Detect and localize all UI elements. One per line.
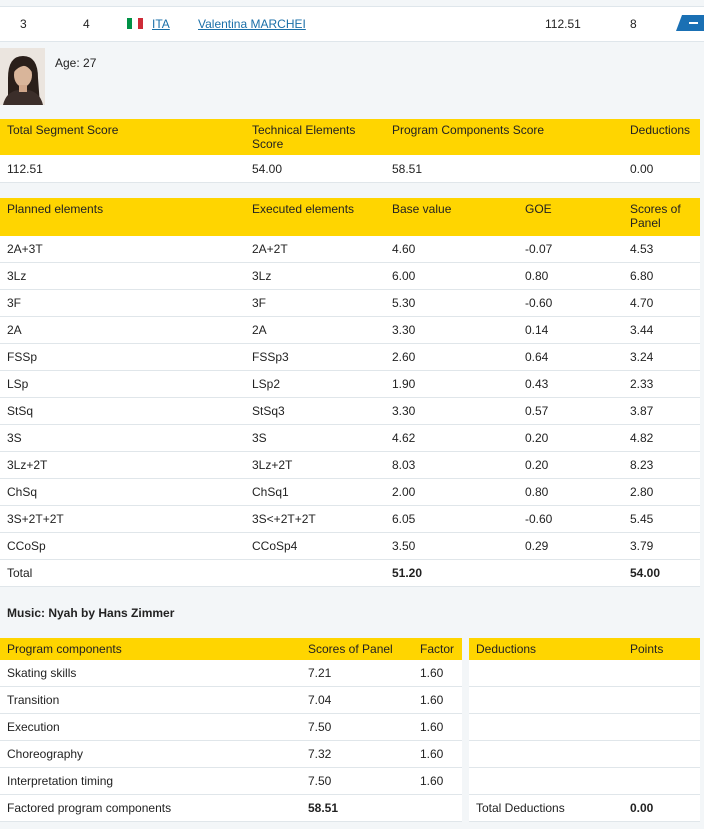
column-header: Total Segment Score: [0, 119, 245, 155]
table-row: [0, 317, 700, 344]
column-header: Factor: [413, 638, 462, 660]
table-cell: 3.30: [385, 317, 518, 344]
table-row: [0, 768, 462, 795]
table-row: [0, 660, 462, 687]
start-number: 4: [83, 17, 90, 31]
deductions-table: [469, 638, 700, 822]
total-cell: Total Deductions: [469, 795, 623, 822]
table-cell: 2A+3T: [0, 236, 245, 263]
table-cell: 1.60: [413, 741, 462, 768]
table-cell: [469, 714, 623, 741]
table-cell: 2.00: [385, 479, 518, 506]
collapse-toggle-button[interactable]: [676, 15, 704, 31]
table-cell: Skating skills: [0, 660, 301, 687]
table-cell: ChSq: [0, 479, 245, 506]
table-row: [469, 714, 700, 741]
table-cell: LSp: [0, 371, 245, 398]
table-cell: 0.29: [518, 533, 623, 560]
table-cell: 0.80: [518, 479, 623, 506]
table-cell: 8.23: [623, 452, 700, 479]
table-cell: 3.79: [623, 533, 700, 560]
table-cell: [623, 714, 700, 741]
column-header: Scores of Panel: [301, 638, 413, 660]
table-cell: Choreography: [0, 741, 301, 768]
table-cell: 1.60: [413, 714, 462, 741]
column-header: Deductions: [623, 119, 700, 155]
table-cell: 4.82: [623, 425, 700, 452]
table-cell: 3Lz+2T: [0, 452, 245, 479]
italy-flag-icon: [127, 18, 143, 29]
program-components-score: 58.51: [385, 155, 623, 183]
table-row: [0, 398, 700, 425]
avatar: [0, 48, 45, 105]
total-cell: Total: [0, 560, 245, 587]
table-cell: 1.60: [413, 687, 462, 714]
column-header: Points: [623, 638, 700, 660]
column-header: Program components: [0, 638, 301, 660]
table-cell: 3F: [245, 290, 385, 317]
technical-elements-score: 54.00: [245, 155, 385, 183]
skater-row[interactable]: [0, 6, 704, 42]
table-cell: [623, 768, 700, 795]
table-cell: 1.60: [413, 660, 462, 687]
table-row: [469, 768, 700, 795]
table-cell: 2A: [245, 317, 385, 344]
table-cell: 3Lz+2T: [245, 452, 385, 479]
total-score: 112.51: [545, 17, 581, 31]
table-row: [0, 506, 700, 533]
table-row: [0, 533, 700, 560]
table-cell: 4.62: [385, 425, 518, 452]
table-cell: 4.53: [623, 236, 700, 263]
total-cell: 51.20: [385, 560, 518, 587]
table-cell: 7.50: [301, 714, 413, 741]
table-cell: Interpretation timing: [0, 768, 301, 795]
table-cell: 8.03: [385, 452, 518, 479]
table-cell: 2A: [0, 317, 245, 344]
table-cell: 7.21: [301, 660, 413, 687]
table-cell: 3S: [245, 425, 385, 452]
table-cell: 0.14: [518, 317, 623, 344]
total-cell: [245, 560, 385, 587]
table-cell: [469, 741, 623, 768]
table-cell: [469, 660, 623, 687]
table-row: [0, 425, 700, 452]
table-cell: 3Lz: [245, 263, 385, 290]
column-header: Base value: [385, 198, 518, 236]
total-cell: [413, 795, 462, 822]
table-row: [0, 263, 700, 290]
table-row: [0, 741, 462, 768]
table-cell: 2.60: [385, 344, 518, 371]
table-cell: 7.04: [301, 687, 413, 714]
table-cell: StSq: [0, 398, 245, 425]
table-cell: CCoSp: [0, 533, 245, 560]
table-cell: 7.32: [301, 741, 413, 768]
table-cell: -0.60: [518, 506, 623, 533]
table-cell: 3.87: [623, 398, 700, 425]
table-cell: [623, 660, 700, 687]
table-cell: -0.60: [518, 290, 623, 317]
table-row: [0, 236, 700, 263]
table-cell: 6.00: [385, 263, 518, 290]
table-cell: [469, 687, 623, 714]
table-cell: 4.60: [385, 236, 518, 263]
table-cell: [623, 687, 700, 714]
music-title: Music: Nyah by Hans Zimmer: [7, 606, 175, 620]
total-row: [0, 795, 462, 822]
total-cell: 54.00: [623, 560, 700, 587]
column-header: Scores of Panel: [623, 198, 700, 236]
column-header: Planned elements: [0, 198, 245, 236]
table-cell: 3.30: [385, 398, 518, 425]
table-cell: FSSp3: [245, 344, 385, 371]
summary-values-row: [0, 155, 700, 183]
total-cell: [518, 560, 623, 587]
table-cell: [469, 768, 623, 795]
table-row: [0, 452, 700, 479]
table-row: [469, 687, 700, 714]
total-row: [0, 560, 700, 587]
table-cell: 2.80: [623, 479, 700, 506]
table-cell: 5.45: [623, 506, 700, 533]
nation-link[interactable]: ITA: [152, 17, 170, 31]
table-cell: 3S: [0, 425, 245, 452]
table-cell: 1.90: [385, 371, 518, 398]
table-cell: 3F: [0, 290, 245, 317]
table-cell: 5.30: [385, 290, 518, 317]
table-cell: 3S+2T+2T: [0, 506, 245, 533]
table-row: [0, 687, 462, 714]
summary-header-row: [0, 119, 700, 155]
table-cell: 3.50: [385, 533, 518, 560]
table-cell: 4.70: [623, 290, 700, 317]
elements-header-row: [0, 198, 700, 236]
table-cell: 0.43: [518, 371, 623, 398]
table-cell: 3S<+2T+2T: [245, 506, 385, 533]
deductions-header-row: [469, 638, 700, 660]
table-cell: 0.80: [518, 263, 623, 290]
table-cell: 1.60: [413, 768, 462, 795]
table-cell: 0.64: [518, 344, 623, 371]
total-cell: 0.00: [623, 795, 700, 822]
table-row: [0, 479, 700, 506]
table-cell: 0.20: [518, 425, 623, 452]
components-header-row: [0, 638, 462, 660]
rank: 3: [20, 17, 27, 31]
table-cell: 6.80: [623, 263, 700, 290]
table-cell: FSSp: [0, 344, 245, 371]
table-cell: ChSq1: [245, 479, 385, 506]
table-cell: LSp2: [245, 371, 385, 398]
table-row: [0, 714, 462, 741]
elements-table: [0, 198, 700, 587]
table-cell: -0.07: [518, 236, 623, 263]
total-cell: 58.51: [301, 795, 413, 822]
table-cell: 2.33: [623, 371, 700, 398]
program-components-table: [0, 638, 462, 822]
table-row: [0, 371, 700, 398]
column-header: GOE: [518, 198, 623, 236]
table-cell: [623, 741, 700, 768]
minus-icon: [689, 22, 698, 24]
table-cell: 0.57: [518, 398, 623, 425]
table-cell: Transition: [0, 687, 301, 714]
column-header: Deductions: [469, 638, 623, 660]
table-row: [469, 660, 700, 687]
table-cell: 3.44: [623, 317, 700, 344]
table-cell: CCoSp4: [245, 533, 385, 560]
skater-age: Age: 27: [55, 56, 97, 70]
table-cell: 7.50: [301, 768, 413, 795]
placement: 8: [630, 17, 637, 31]
skater-name-link[interactable]: Valentina MARCHEI: [198, 17, 306, 31]
column-header: Technical Elements Score: [245, 119, 385, 155]
table-row: [469, 741, 700, 768]
segment-summary-table: [0, 119, 700, 183]
total-row: [469, 795, 700, 822]
table-cell: 3Lz: [0, 263, 245, 290]
column-header: Executed elements: [245, 198, 385, 236]
table-row: [0, 344, 700, 371]
table-cell: 3.24: [623, 344, 700, 371]
table-cell: StSq3: [245, 398, 385, 425]
table-cell: 2A+2T: [245, 236, 385, 263]
table-cell: 6.05: [385, 506, 518, 533]
total-cell: Factored program components: [0, 795, 301, 822]
table-cell: 0.20: [518, 452, 623, 479]
column-header: Program Components Score: [385, 119, 623, 155]
total-segment-score: 112.51: [0, 155, 245, 183]
table-row: [0, 290, 700, 317]
table-cell: Execution: [0, 714, 301, 741]
deductions-value: 0.00: [623, 155, 700, 183]
